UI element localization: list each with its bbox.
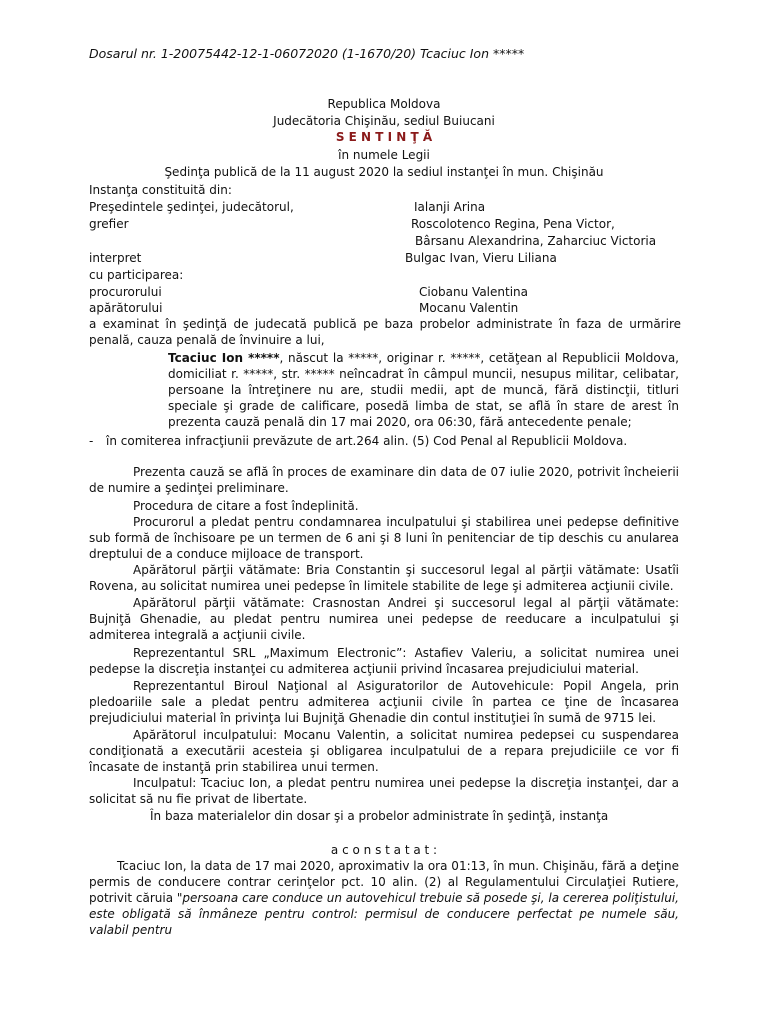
defendant-details: , născut la *****, originar r. *****, cetăţean al Republicii Moldova, domiciliat r. *****, str. ***** neîncadrat în câmpul muncii, nesupus militar, celibatar, persoane la întreţinere nu are, studii medii, apt de muncă, fără distincţii, titluri speciale şi grade de calificare, posedă limba de stat, se află în stare de arest în prezenta cauză penală din 17 mai 2020, ora 06:30, fără antecedente penale; bbox=[168, 351, 680, 429]
body-paragraph: Reprezentantul SRL „Maximum Electronic”: Astafiev Valeriu, a solicitat numirea unei pedepse la discreţia instanţei cu admiterea acţiunii privind încasarea prejudiciului material. bbox=[89, 646, 679, 676]
examined-paragraph: a examinat în şedinţă de judecată publică pe baza probelor administrate în faza de urmărire penală, cauza penală de învinuire a lui, bbox=[89, 317, 681, 347]
composition-label: grefier bbox=[89, 217, 129, 231]
body-paragraph: Apărătorul părţii vătămate: Bria Constantin şi succesorul legal al părţii vătămate: Usatîi Rovena, au solicitat numirea unei pedepse în limitele stabilite de lege şi admiterea acţiunii civile. bbox=[89, 563, 679, 593]
body-paragraph: Apărătorul părţii vătămate: Crasnostan Andrei şi succesorul legal al părţii vătămate: Bujniţă Ghenadie, au pledat pentru numirea unei pedepse de reeducare a inculpatului şi admiterea integrală a acţiunii civile. bbox=[89, 596, 679, 642]
composition-intro: Instanţa constituită din: bbox=[89, 183, 232, 197]
body-paragraph: Apărătorul inculpatului: Mocanu Valentin, a solicitat numirea pedepsei cu suspendarea condiţionată a executării acesteia şi obligarea inculpatului de a repara prejudiciile ce vor fi încasate de instanţă prin stabilirea unui termen. bbox=[89, 728, 679, 774]
composition-label: cu participarea: bbox=[89, 268, 184, 282]
composition-label: Preşedintele şedinţei, judecătorul, bbox=[89, 200, 294, 214]
body-paragraph: În baza materialelor din dosar şi a probelor administrate în şedinţă, instanţa bbox=[150, 809, 609, 823]
composition-value: Roscolotenco Regina, Pena Victor, bbox=[411, 217, 615, 231]
defendant-name: Tcaciuc Ion ***** bbox=[168, 351, 280, 365]
finding-paragraph bbox=[89, 858, 679, 938]
court-name: Judecătoria Chişinău, sediul Buiucani bbox=[273, 114, 495, 128]
body-paragraph: Prezenta cauză se află în proces de examinare din data de 07 iulie 2020, potrivit încheierii de numire a şedinţei preliminare. bbox=[89, 465, 679, 495]
charge-bullet: - bbox=[89, 434, 94, 448]
composition-label: interpret bbox=[89, 251, 142, 265]
case-reference: Dosarul nr. 1-20075442-12-1-06072020 (1-1670/20) Tcaciuc Ion ***** bbox=[89, 46, 525, 61]
body-paragraph: Procedura de citare a fost îndeplinită. bbox=[133, 499, 359, 513]
finding-heading: a c o n s t a t a t : bbox=[330, 843, 438, 857]
document-type: S E N T I N Ţ Ă bbox=[335, 130, 433, 144]
composition-value: Bulgac Ivan, Vieru Liliana bbox=[405, 251, 557, 265]
composition-value: Mocanu Valentin bbox=[419, 301, 519, 315]
finding-text: Tcaciuc Ion, la data de 17 mai 2020, aproximativ la ora 01:13, în mun. Chişinău, fără a deţine permis de conducere contrar cerinţelor pct. 10 alin. (2) al Regulamentului Circulaţiei Rutiere, potrivit căruia bbox=[89, 859, 679, 905]
finding-quote: "persoana care conduce un autovehicul trebuie să posede şi, la cererea poliţistului, este obligată să înmâneze pentru control: permisul de conducere perfectat pe numele său, valabil pentru bbox=[89, 891, 679, 937]
session-line: Şedinţa publică de la 11 august 2020 la sediul instanţei în mun. Chişinău bbox=[164, 165, 604, 179]
body-paragraph: Procurorul a pledat pentru condamnarea inculpatului şi stabilirea unei pedepse definitive sub formă de închisoare pe un termen de 6 ani şi 8 luni în penitenciar de tip deschis cu anularea dreptului de a conduce mijloace de transport. bbox=[89, 515, 679, 561]
body-paragraph: Inculpatul: Tcaciuc Ion, a pledat pentru numirea unei pedepse la discreţia instanţei, dar a solicitat să nu fie privat de libertate. bbox=[89, 776, 679, 806]
composition-label: procurorului bbox=[89, 285, 162, 299]
composition-value: Ciobanu Valentina bbox=[419, 285, 529, 299]
body-paragraph: Reprezentantul Biroul Naţional al Asiguratorilor de Autovehicule: Popil Angela, prin pledoariile sale a pledat pentru admiterea acţiunii civile în partea ce ţine de încasarea prejudiciului material în privinţa lui Bujniţă Ghenadie din contul instituţiei în sumă de 9715 lei. bbox=[89, 679, 679, 725]
defendant-block bbox=[168, 350, 679, 430]
in-name-of-law: în numele Legii bbox=[338, 148, 430, 162]
charge-text: în comiterea infracţiunii prevăzute de art.264 alin. (5) Cod Penal al Republicii Moldova. bbox=[106, 434, 628, 448]
composition-label: apărătorului bbox=[89, 301, 163, 315]
composition-value: Bârsanu Alexandrina, Zaharciuc Victoria bbox=[415, 234, 657, 248]
country-name: Republica Moldova bbox=[327, 97, 441, 111]
composition-value: Ialanji Arina bbox=[414, 200, 486, 214]
